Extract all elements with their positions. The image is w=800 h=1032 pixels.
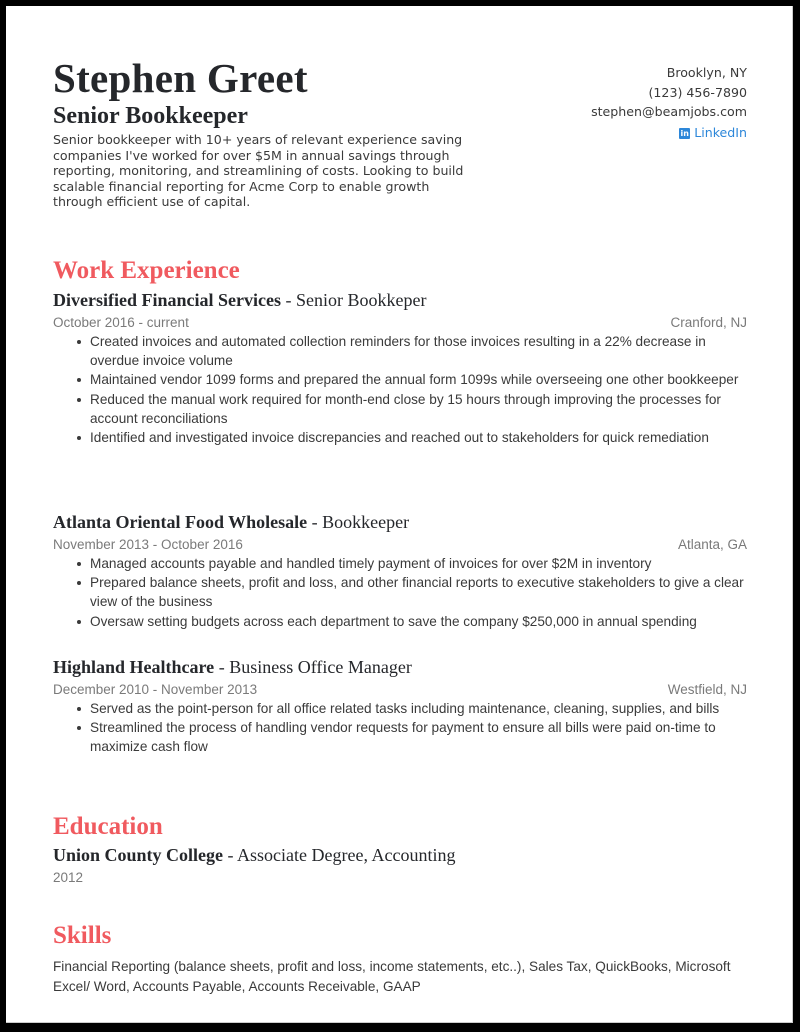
job-separator: - xyxy=(214,657,230,677)
job-company: Highland Healthcare xyxy=(53,657,215,677)
job-company: Atlanta Oriental Food Wholesale xyxy=(53,512,308,532)
job-entry xyxy=(53,656,747,757)
job-location: Westfield, NJ xyxy=(667,682,747,697)
contact-location: Brooklyn, NY xyxy=(666,65,747,80)
section-title-education: Education xyxy=(53,813,163,840)
skills-list: Financial Reporting (balance sheets, profit and loss, income statements, etc..), Sales Tax, QuickBooks, Microsoft Excel/ Word, Accounts Payable, Accounts Receivable, GAAP xyxy=(53,959,731,994)
contact-email[interactable]: stephen@beamjobs.com xyxy=(591,104,747,119)
section-title-work-experience: Work Experience xyxy=(53,257,240,284)
contact-phone: (123) 456-7890 xyxy=(648,84,747,100)
job-bullets xyxy=(77,332,747,447)
candidate-headline: Senior Bookkeeper xyxy=(53,103,248,129)
job-location: Cranford, NJ xyxy=(670,315,747,330)
bullet-item: Created invoices and automated collection reminders for those invoices resulting in a 22% decrease in overdue invoice volume xyxy=(77,332,747,370)
resume-page xyxy=(6,6,793,1023)
job-role: Senior Bookkeper xyxy=(295,290,427,310)
candidate-name: Stephen Greet xyxy=(53,55,308,101)
job-location: Atlanta, GA xyxy=(677,537,747,552)
job-heading xyxy=(53,656,747,678)
job-company: Diversified Financial Services xyxy=(53,290,281,310)
job-separator: - xyxy=(307,512,323,532)
summary-paragraph: Senior bookkeeper with 10+ years of relevant experience saving companies I've worked for over $5M in annual savings through reporting, monitoring, and streamlining of costs. Looking to build scalable financial reporting for Acme Corp to enable growth through efficient use of capital. xyxy=(53,132,464,209)
bullet-item: Managed accounts payable and handled timely payment of invoices for over $2M in inventory xyxy=(77,554,747,573)
job-meta xyxy=(53,313,747,332)
education-separator: - xyxy=(223,845,238,865)
job-heading xyxy=(53,511,747,533)
education-heading xyxy=(53,844,747,866)
linkedin-link[interactable] xyxy=(679,123,747,143)
bullet-item: Oversaw setting budgets across each department to save the company $250,000 in annual spending xyxy=(77,612,747,631)
job-dates: December 2010 - November 2013 xyxy=(53,682,258,697)
job-dates: October 2016 - current xyxy=(53,315,189,330)
bullet-item: Identified and investigated invoice discrepancies and reached out to stakeholders for quick remediation xyxy=(77,428,747,447)
linkedin-label: LinkedIn xyxy=(694,125,747,141)
job-role: Business Office Manager xyxy=(229,657,412,677)
bullet-item: Maintained vendor 1099 forms and prepared the annual form 1099s while overseeing one other bookkeeper xyxy=(77,370,747,389)
bullet-item: Reduced the manual work required for month-end close by 15 hours through improving the processes for account reconciliations xyxy=(77,390,747,428)
job-entry xyxy=(53,289,747,447)
contact-block xyxy=(591,63,747,143)
education-year: 2012 xyxy=(53,870,84,885)
bullet-item: Served as the point-person for all office related tasks including maintenance, cleaning, supplies, and bills xyxy=(77,699,747,718)
job-bullets xyxy=(77,554,747,631)
bullet-item: Prepared balance sheets, profit and loss, and other financial reports to executive stakeholders to give a clear view of the business xyxy=(77,573,747,611)
job-role: Bookkeeper xyxy=(322,512,410,532)
education-school: Union County College xyxy=(53,845,224,865)
job-entry xyxy=(53,511,747,631)
linkedin-icon: in xyxy=(680,128,689,138)
job-heading xyxy=(53,289,747,311)
education-meta xyxy=(53,868,747,887)
job-meta xyxy=(53,680,747,699)
job-bullets xyxy=(77,699,747,757)
section-title-skills: Skills xyxy=(53,922,112,949)
job-meta xyxy=(53,535,747,554)
bullet-item: Streamlined the process of handling vendor requests for payment to ensure all bills were paid on-time to maximize cash flow xyxy=(77,718,747,756)
education-degree: Associate Degree, Accounting xyxy=(237,845,456,865)
education-entry xyxy=(53,844,747,887)
job-separator: - xyxy=(280,290,296,310)
job-dates: November 2013 - October 2016 xyxy=(53,537,243,552)
